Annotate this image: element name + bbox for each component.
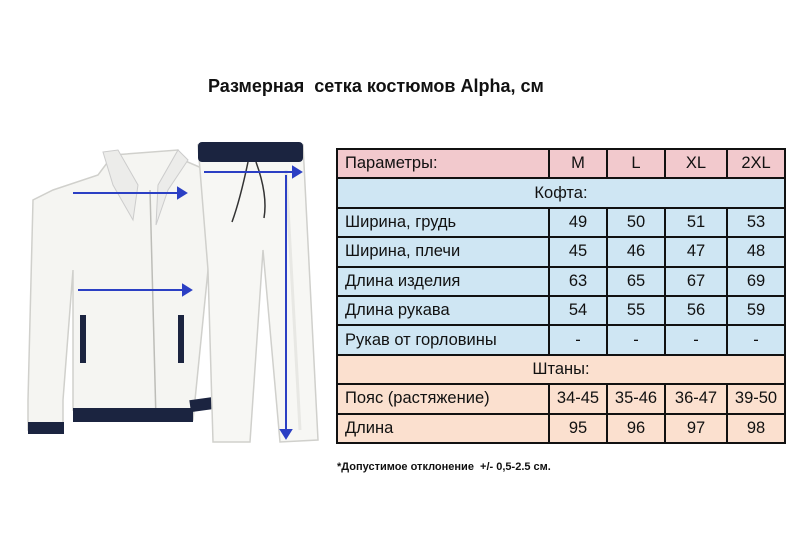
table-header-row (337, 149, 785, 178)
tolerance-note: *Допустимое отклонение +/- 0,5-2.5 см. (337, 461, 551, 473)
cell-value: 34-45 (549, 384, 607, 413)
cell-value: 53 (727, 208, 785, 237)
table-row (337, 414, 785, 443)
cell-value: 63 (549, 267, 607, 296)
pants-section-row (337, 355, 785, 384)
cell-value: 55 (607, 296, 665, 325)
cell-value: 67 (665, 267, 727, 296)
table-row (337, 237, 785, 266)
table-row (337, 325, 785, 354)
row-label: Ширина, грудь (337, 208, 549, 237)
cell-value: 54 (549, 296, 607, 325)
table-row (337, 267, 785, 296)
cell-value: 49 (549, 208, 607, 237)
parameters-header: Параметры: (337, 149, 549, 178)
cell-value: - (549, 325, 607, 354)
jacket-section-row (337, 178, 785, 207)
cell-value: 50 (607, 208, 665, 237)
cell-value: 36-47 (665, 384, 727, 413)
page-title: Размерная сетка костюмов Alpha, см (208, 76, 544, 96)
row-label: Длина изделия (337, 267, 549, 296)
cell-value: 39-50 (727, 384, 785, 413)
cell-value: 51 (665, 208, 727, 237)
cell-value: 59 (727, 296, 785, 325)
pants-section-label: Штаны: (337, 355, 785, 384)
size-header: 2XL (727, 149, 785, 178)
cell-value: 56 (665, 296, 727, 325)
row-label: Длина рукава (337, 296, 549, 325)
cell-value: - (665, 325, 727, 354)
cell-value: - (607, 325, 665, 354)
size-header: M (549, 149, 607, 178)
cell-value: 48 (727, 237, 785, 266)
row-label: Рукав от горловины (337, 325, 549, 354)
cell-value: 35-46 (607, 384, 665, 413)
row-label: Ширина, плечи (337, 237, 549, 266)
tracksuit-illustration (18, 130, 338, 460)
row-label: Пояс (растяжение) (337, 384, 549, 413)
cell-value: 97 (665, 414, 727, 443)
table-row (337, 208, 785, 237)
cell-value: 98 (727, 414, 785, 443)
jacket-section-label: Кофта: (337, 178, 785, 207)
size-chart-table (336, 148, 786, 444)
cell-value: 65 (607, 267, 665, 296)
cell-value: 45 (549, 237, 607, 266)
cell-value: 96 (607, 414, 665, 443)
row-label: Длина (337, 414, 549, 443)
table-row (337, 296, 785, 325)
cell-value: - (727, 325, 785, 354)
pants-icon (198, 142, 318, 442)
table-row (337, 384, 785, 413)
cell-value: 95 (549, 414, 607, 443)
size-header: L (607, 149, 665, 178)
size-header: XL (665, 149, 727, 178)
cell-value: 69 (727, 267, 785, 296)
cell-value: 47 (665, 237, 727, 266)
cell-value: 46 (607, 237, 665, 266)
